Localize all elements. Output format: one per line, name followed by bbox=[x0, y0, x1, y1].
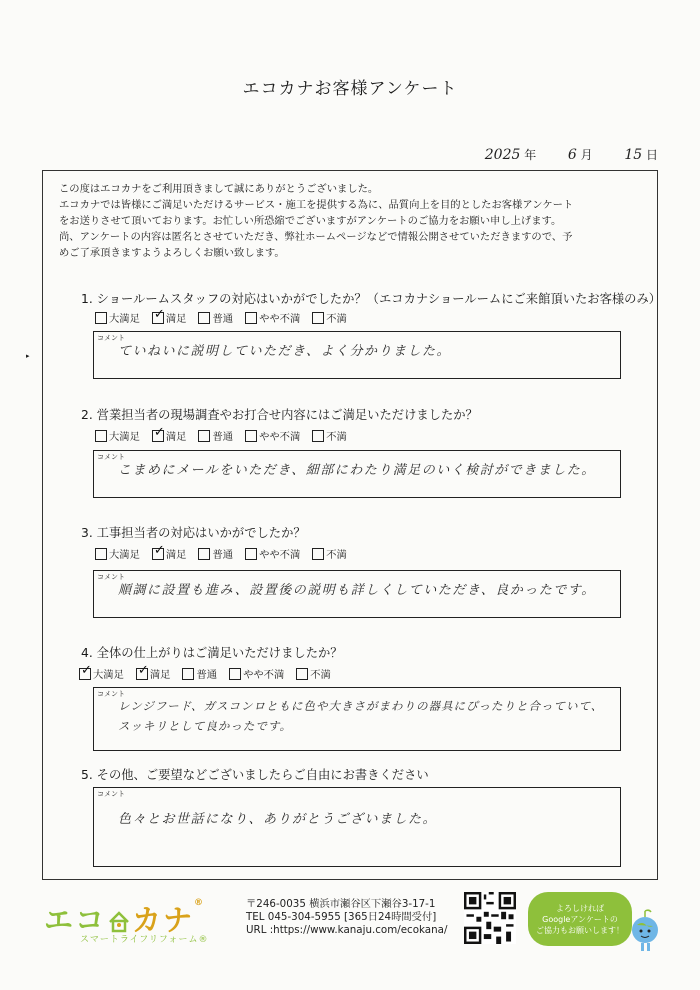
address: 〒246-0035 横浜市瀬谷区下瀬谷3-17-1 bbox=[246, 898, 436, 910]
comment-box-4[interactable] bbox=[93, 687, 621, 751]
option-label: 不満 bbox=[326, 549, 347, 561]
rating-option[interactable] bbox=[245, 428, 300, 443]
option-label: 満足 bbox=[165, 313, 187, 325]
checkbox[interactable] bbox=[245, 548, 257, 560]
question-4-options bbox=[79, 666, 331, 681]
question-3-options bbox=[95, 546, 347, 561]
rating-option[interactable] bbox=[152, 546, 187, 561]
date-line bbox=[485, 146, 658, 163]
rating-option[interactable] bbox=[152, 428, 187, 443]
option-label: 満足 bbox=[165, 431, 187, 443]
option-label: 大満足 bbox=[109, 313, 140, 325]
question-2-options bbox=[95, 428, 347, 443]
option-label: 普通 bbox=[212, 549, 234, 561]
qr-code-icon[interactable] bbox=[464, 892, 516, 944]
checked-checkbox[interactable] bbox=[79, 668, 91, 680]
question-3: 3. 工事担当者の対応はいかがでしたか？ bbox=[81, 526, 306, 540]
rating-option[interactable] bbox=[95, 546, 140, 561]
rating-option[interactable] bbox=[136, 666, 171, 681]
page-title: エコカナお客様アンケート bbox=[242, 79, 458, 99]
checked-checkbox[interactable] bbox=[152, 430, 164, 442]
checkbox[interactable] bbox=[95, 430, 107, 442]
comment-text-5: 色々とお世話になり、ありがとうございました。 bbox=[118, 812, 438, 827]
checkbox[interactable] bbox=[312, 312, 324, 324]
logo-tagline: スマートライフリフォーム® bbox=[80, 935, 209, 945]
side-marker: ▸ bbox=[26, 352, 30, 360]
date-year-unit: 年 bbox=[524, 148, 537, 162]
comment-box-3[interactable] bbox=[93, 570, 621, 618]
rating-option[interactable] bbox=[198, 310, 233, 325]
comment-box-1[interactable] bbox=[93, 331, 621, 379]
checkbox[interactable] bbox=[182, 668, 194, 680]
checkbox[interactable] bbox=[95, 548, 107, 560]
comment-label: コメント bbox=[97, 334, 125, 342]
google-survey-bubble: よろしければ Googleアンケートの ご協力もお願いします！ bbox=[528, 892, 632, 946]
date-day[interactable]: 15 bbox=[624, 147, 643, 163]
rating-option[interactable] bbox=[245, 310, 300, 325]
rating-option[interactable] bbox=[198, 428, 233, 443]
option-label: 普通 bbox=[212, 431, 234, 443]
rating-option[interactable] bbox=[95, 428, 140, 443]
rating-option[interactable] bbox=[296, 666, 331, 681]
comment-label: コメント bbox=[97, 573, 125, 581]
checkbox[interactable] bbox=[229, 668, 241, 680]
checkbox[interactable] bbox=[312, 548, 324, 560]
checkbox[interactable] bbox=[198, 430, 210, 442]
checkbox[interactable] bbox=[198, 548, 210, 560]
comment-box-2[interactable] bbox=[93, 450, 621, 498]
checked-checkbox[interactable] bbox=[152, 548, 164, 560]
checkbox[interactable] bbox=[245, 312, 257, 324]
question-4: 4. 全体の仕上がりはご満足いただけましたか？ bbox=[81, 646, 343, 660]
checked-checkbox[interactable] bbox=[136, 668, 148, 680]
option-label: 大満足 bbox=[93, 669, 124, 681]
checkbox[interactable] bbox=[198, 312, 210, 324]
logo-mark: ® bbox=[194, 898, 206, 908]
rating-option[interactable] bbox=[182, 666, 217, 681]
phone: TEL 045-304-5955 [365日24時間受付] bbox=[246, 911, 437, 923]
comment-text-4: レンジフード、ガスコンロともに色や大きさがまわりの器具にぴったりと合っていて、 スッキリとして良かったです。 bbox=[118, 699, 604, 733]
comment-label: コメント bbox=[97, 453, 125, 461]
option-label: 不満 bbox=[310, 669, 331, 681]
rating-option[interactable] bbox=[95, 310, 140, 325]
question-1-options bbox=[95, 310, 347, 325]
option-label: やや不満 bbox=[259, 313, 301, 325]
rating-option[interactable] bbox=[312, 428, 347, 443]
comment-text-3: 順調に設置も進み、設置後の説明も詳しくしていただき、良かったです。 bbox=[118, 583, 596, 598]
option-label: やや不満 bbox=[259, 549, 301, 561]
checkbox[interactable] bbox=[95, 312, 107, 324]
rating-option[interactable] bbox=[229, 666, 284, 681]
comment-label: コメント bbox=[97, 790, 125, 798]
checkbox[interactable] bbox=[312, 430, 324, 442]
question-1: 1. ショールームスタッフの対応はいかがでしたか？（エコカナショールームにご来館頂いたお客様のみ） bbox=[81, 292, 662, 306]
date-year[interactable]: 2025 bbox=[484, 147, 521, 163]
rating-option[interactable] bbox=[245, 546, 300, 561]
survey-frame bbox=[42, 170, 662, 880]
comment-text-2: こまめにメールをいただき、細部にわたり満足のいく検討ができました。 bbox=[118, 463, 596, 478]
comment-label: コメント bbox=[97, 690, 125, 698]
question-2: 2. 営業担当者の現場調査やお打合せ内容にはご満足いただけましたか？ bbox=[81, 408, 478, 422]
logo-text-a: エコ bbox=[44, 903, 107, 937]
date-month[interactable]: 6 bbox=[567, 147, 577, 163]
intro-text: この度はエコカナをご利用頂きまして誠にありがとうございました。 エコカナでは皆様にご満足いただけるサービス・施工を提供する為に、品質向上を目的としたお客様アンケート をお送りさせて頂いております。お忙しい所恐縮でございますがアンケートのご協力をお願い申し上げます。 尚、アンケートの内容は匿名とさせていただき、弊社ホームページなどで情報公開させていただきますので、予 めご了承頂きますようよろしくお願い致します。 bbox=[59, 183, 574, 259]
house-icon bbox=[108, 911, 130, 933]
option-label: 大満足 bbox=[109, 431, 140, 443]
option-label: 不満 bbox=[326, 313, 347, 325]
option-label: 満足 bbox=[149, 669, 171, 681]
option-label: 普通 bbox=[212, 313, 234, 325]
rating-option[interactable] bbox=[79, 666, 124, 681]
earth-mascot-icon bbox=[628, 908, 662, 954]
option-label: 大満足 bbox=[109, 549, 140, 561]
checkbox[interactable] bbox=[296, 668, 308, 680]
comment-text-1: ていねいに説明していただき、よく分かりました。 bbox=[118, 344, 451, 359]
option-label: 満足 bbox=[165, 549, 187, 561]
company-address-block bbox=[246, 898, 447, 937]
rating-option[interactable] bbox=[312, 546, 347, 561]
question-5: 5. その他、ご要望などございましたらご自由にお書きください bbox=[81, 768, 429, 782]
rating-option[interactable] bbox=[312, 310, 347, 325]
option-label: 不満 bbox=[326, 431, 347, 443]
logo-text-b: カナ bbox=[132, 903, 195, 937]
option-label: やや不満 bbox=[259, 431, 301, 443]
rating-option[interactable] bbox=[198, 546, 233, 561]
checkbox[interactable] bbox=[245, 430, 257, 442]
date-day-unit: 日 bbox=[645, 148, 658, 162]
date-month-unit: 月 bbox=[580, 148, 593, 162]
comment-box-5[interactable] bbox=[93, 787, 621, 867]
option-label: 普通 bbox=[196, 669, 218, 681]
checked-checkbox[interactable] bbox=[152, 312, 164, 324]
option-label: やや不満 bbox=[243, 669, 285, 681]
rating-option[interactable] bbox=[152, 310, 187, 325]
website-url[interactable]: URL :https://www.kanaju.com/ecokana/ bbox=[246, 924, 448, 936]
footer bbox=[0, 884, 700, 990]
